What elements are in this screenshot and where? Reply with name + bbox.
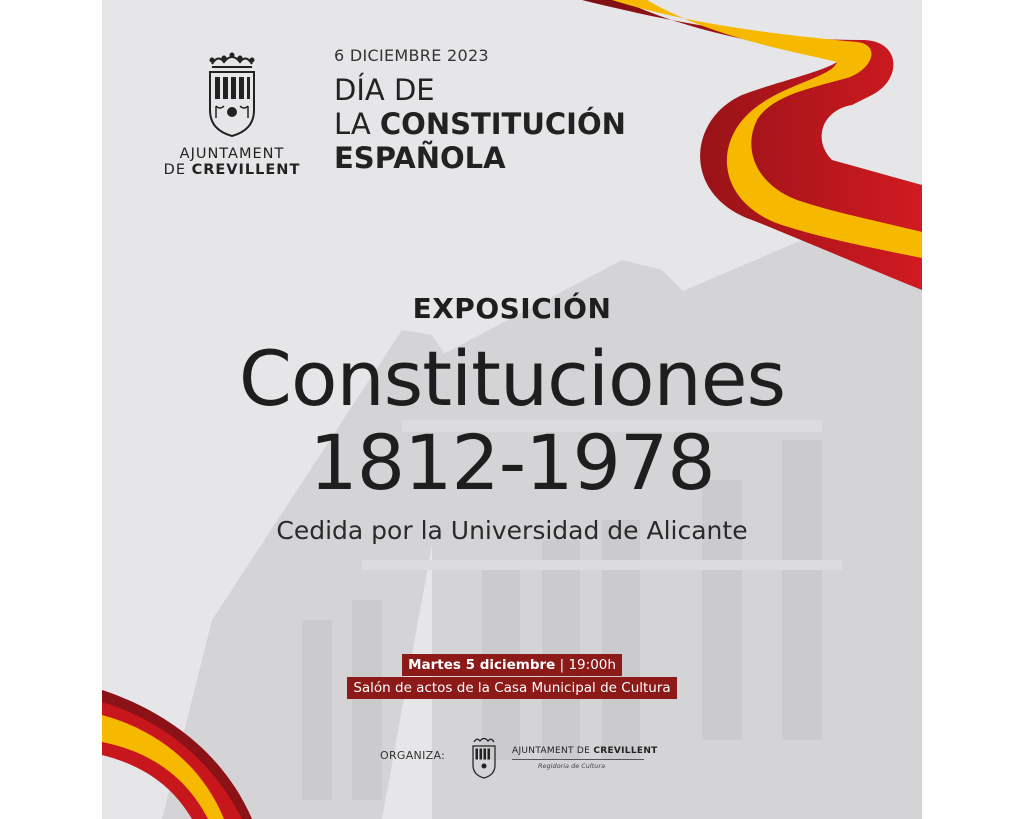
- exhibition-label: EXPOSICIÓN: [412, 292, 612, 325]
- poster: [102, 0, 922, 819]
- footer-organizer: [380, 734, 680, 784]
- exhibition-title-line2: 1812-1978: [309, 418, 715, 507]
- footer-shield-icon: [470, 734, 498, 780]
- footer-divider: [512, 759, 644, 760]
- event-date: 6 DICIEMBRE 2023: [334, 46, 489, 65]
- header-event-block: [334, 46, 626, 175]
- spanish-flag-ribbon-bottom: [102, 690, 262, 819]
- footer-org-name: AJUNTAMENT DE CREVILLENT: [512, 746, 658, 756]
- event-datetime-row: [102, 654, 922, 676]
- exhibition-subtitle: Cedida por la Universidad de Alicante: [276, 516, 748, 545]
- event-title-line1: DÍA DE: [334, 73, 435, 107]
- organiza-label: ORGANIZA:: [380, 749, 446, 762]
- logo-text-crevillent: DE CREVILLENT: [163, 162, 301, 178]
- event-venue-badge: Salón de actos de la Casa Municipal de Cultura: [347, 677, 676, 699]
- logo-text-ajuntament: AJUNTAMENT: [179, 146, 285, 162]
- footer-org-department: Regidoria de Cultura: [538, 762, 606, 770]
- ajuntament-logo: [162, 50, 302, 178]
- event-venue-row: [102, 677, 922, 699]
- event-datetime-badge: Martes 5 diciembre | 19:00h: [402, 654, 622, 676]
- event-title: [334, 73, 626, 175]
- event-title-line2: LA CONSTITUCIÓN: [334, 107, 626, 141]
- crevillent-shield-icon: [204, 50, 260, 138]
- event-title-line3: ESPAÑOLA: [334, 141, 506, 175]
- exhibition-title-line1: Constituciones: [238, 334, 786, 423]
- exhibition-title: [102, 334, 922, 507]
